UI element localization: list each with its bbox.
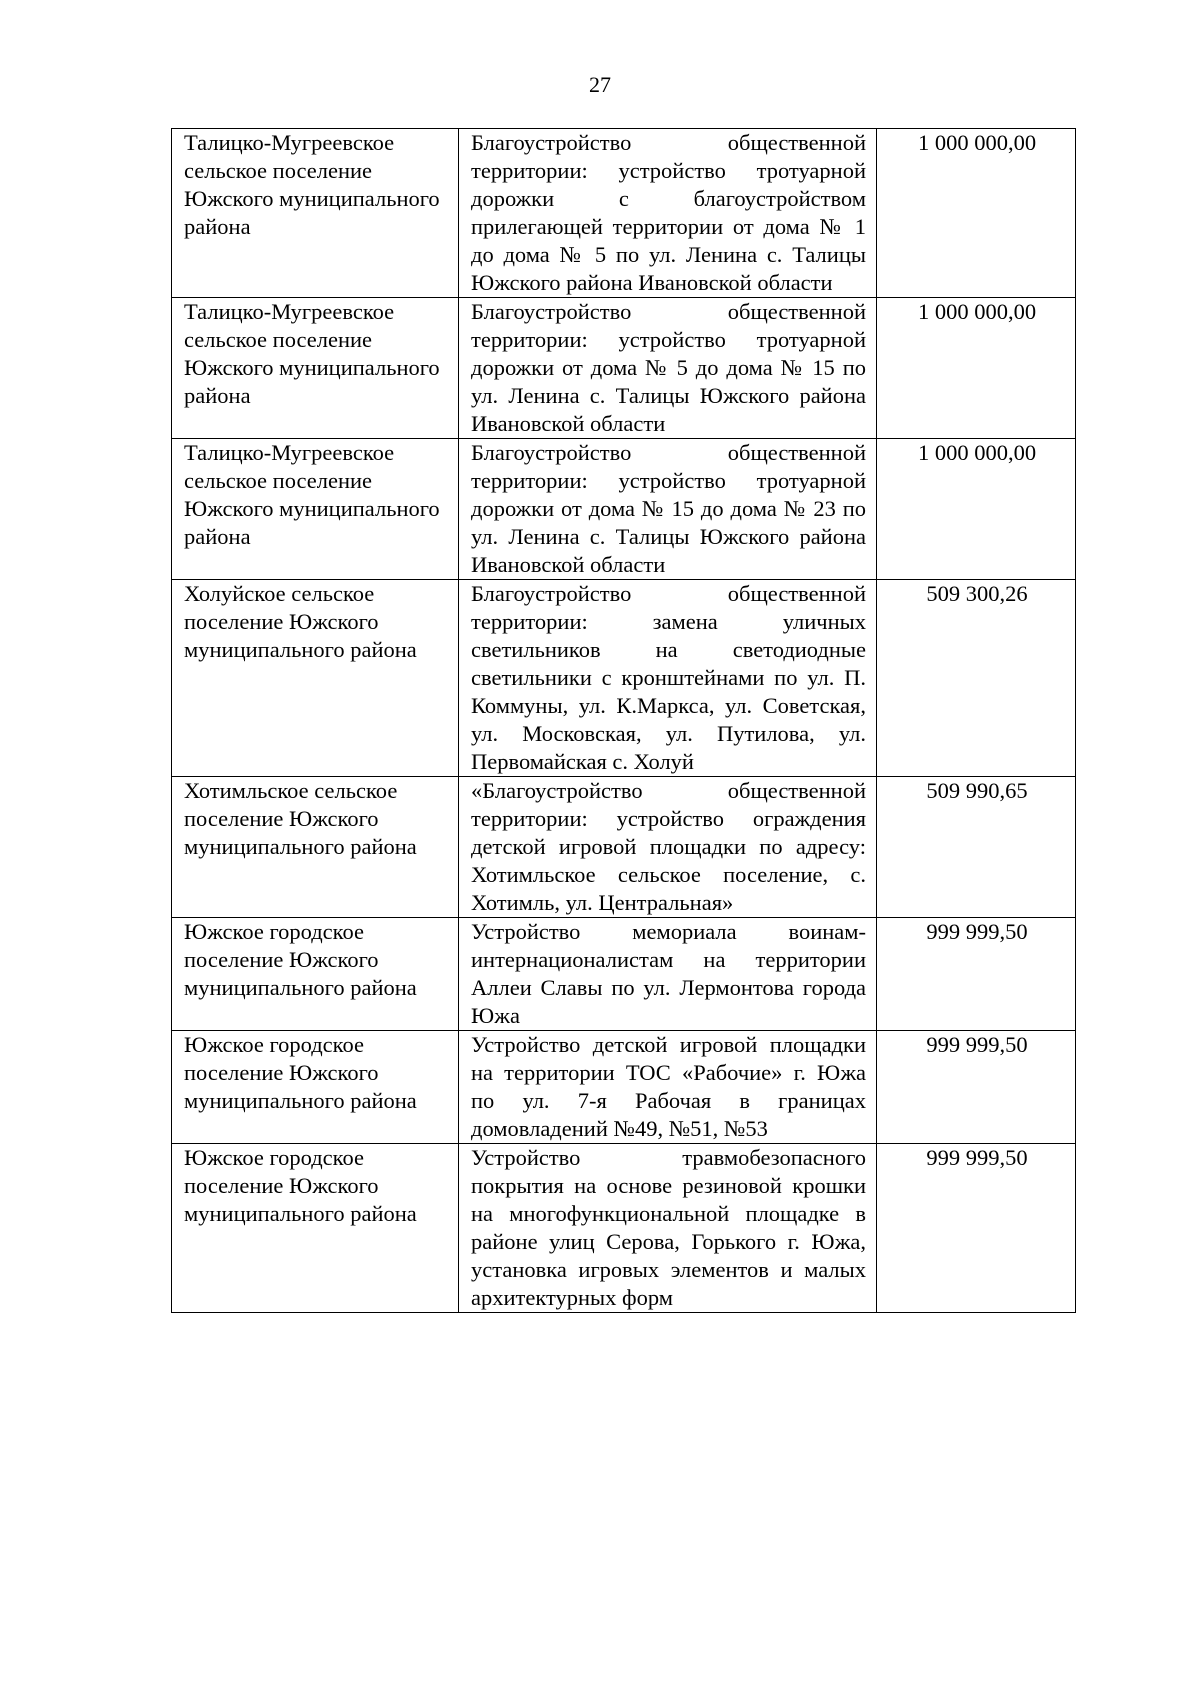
page-number: 27 — [589, 72, 611, 97]
settlement-cell: Южское городское поселение Южского муниципального района — [172, 918, 459, 1031]
table-row — [172, 1144, 1076, 1313]
table-row — [172, 1031, 1076, 1144]
settlement-cell: Хотимльское сельское поселение Южского муниципального района — [172, 777, 459, 918]
amount-cell: 999 999,50 — [877, 918, 1076, 1031]
project-cell: Благоустройство общественной территории: устройство тротуарной дорожки от дома № 15 до дома № 23 по ул. Ленина с. Талицы Южского района Ивановской области — [459, 439, 877, 580]
project-cell: Устройство мемориала воинам-интернационалистам на территории Аллеи Славы по ул. Лермонтова города Южа — [459, 918, 877, 1031]
project-cell: Устройство детской игровой площадки на территории ТОС «Рабочие» г. Южа по ул. 7-я Рабочая в границах домовладений №49, №51, №53 — [459, 1031, 877, 1144]
settlement-cell: Холуйское сельское поселение Южского муниципального района — [172, 580, 459, 777]
amount-cell: 1 000 000,00 — [877, 129, 1076, 298]
table-row — [172, 777, 1076, 918]
table-row — [172, 298, 1076, 439]
amount-cell: 999 999,50 — [877, 1144, 1076, 1313]
settlement-cell: Талицко-Мугреевское сельское поселение Южского муниципального района — [172, 129, 459, 298]
project-cell: «Благоустройство общественной территории: устройство ограждения детской игровой площадки по адресу: Хотимльское сельское поселение, с. Хотимль, ул. Центральная» — [459, 777, 877, 918]
table-row — [172, 129, 1076, 298]
settlement-cell: Южское городское поселение Южского муниципального района — [172, 1144, 459, 1313]
funding-table — [171, 128, 1076, 1313]
project-cell: Благоустройство общественной территории: замена уличных светильников на светодиодные светильники с кронштейнами по ул. П. Коммуны, ул. К.Маркса, ул. Советская, ул. Московская, ул. Путилова, ул. Первомайская с. Холуй — [459, 580, 877, 777]
table-row — [172, 439, 1076, 580]
project-cell: Благоустройство общественной территории: устройство тротуарной дорожки с благоустройством прилегающей территории от дома № 1 до дома № 5 по ул. Ленина с. Талицы Южского района Ивановской области — [459, 129, 877, 298]
amount-cell: 1 000 000,00 — [877, 298, 1076, 439]
amount-cell: 999 999,50 — [877, 1031, 1076, 1144]
project-cell: Устройство травмобезопасного покрытия на основе резиновой крошки на многофункциональной площадке в районе улиц Серова, Горького г. Южа, установка игровых элементов и малых архитектурных форм — [459, 1144, 877, 1313]
settlement-cell: Талицко-Мугреевское сельское поселение Южского муниципального района — [172, 439, 459, 580]
settlement-cell: Южское городское поселение Южского муниципального района — [172, 1031, 459, 1144]
amount-cell: 1 000 000,00 — [877, 439, 1076, 580]
table-row — [172, 918, 1076, 1031]
amount-cell: 509 300,26 — [877, 580, 1076, 777]
amount-cell: 509 990,65 — [877, 777, 1076, 918]
project-cell: Благоустройство общественной территории: устройство тротуарной дорожки от дома № 5 до дома № 15 по ул. Ленина с. Талицы Южского района Ивановской области — [459, 298, 877, 439]
settlement-cell: Талицко-Мугреевское сельское поселение Южского муниципального района — [172, 298, 459, 439]
table-row — [172, 580, 1076, 777]
